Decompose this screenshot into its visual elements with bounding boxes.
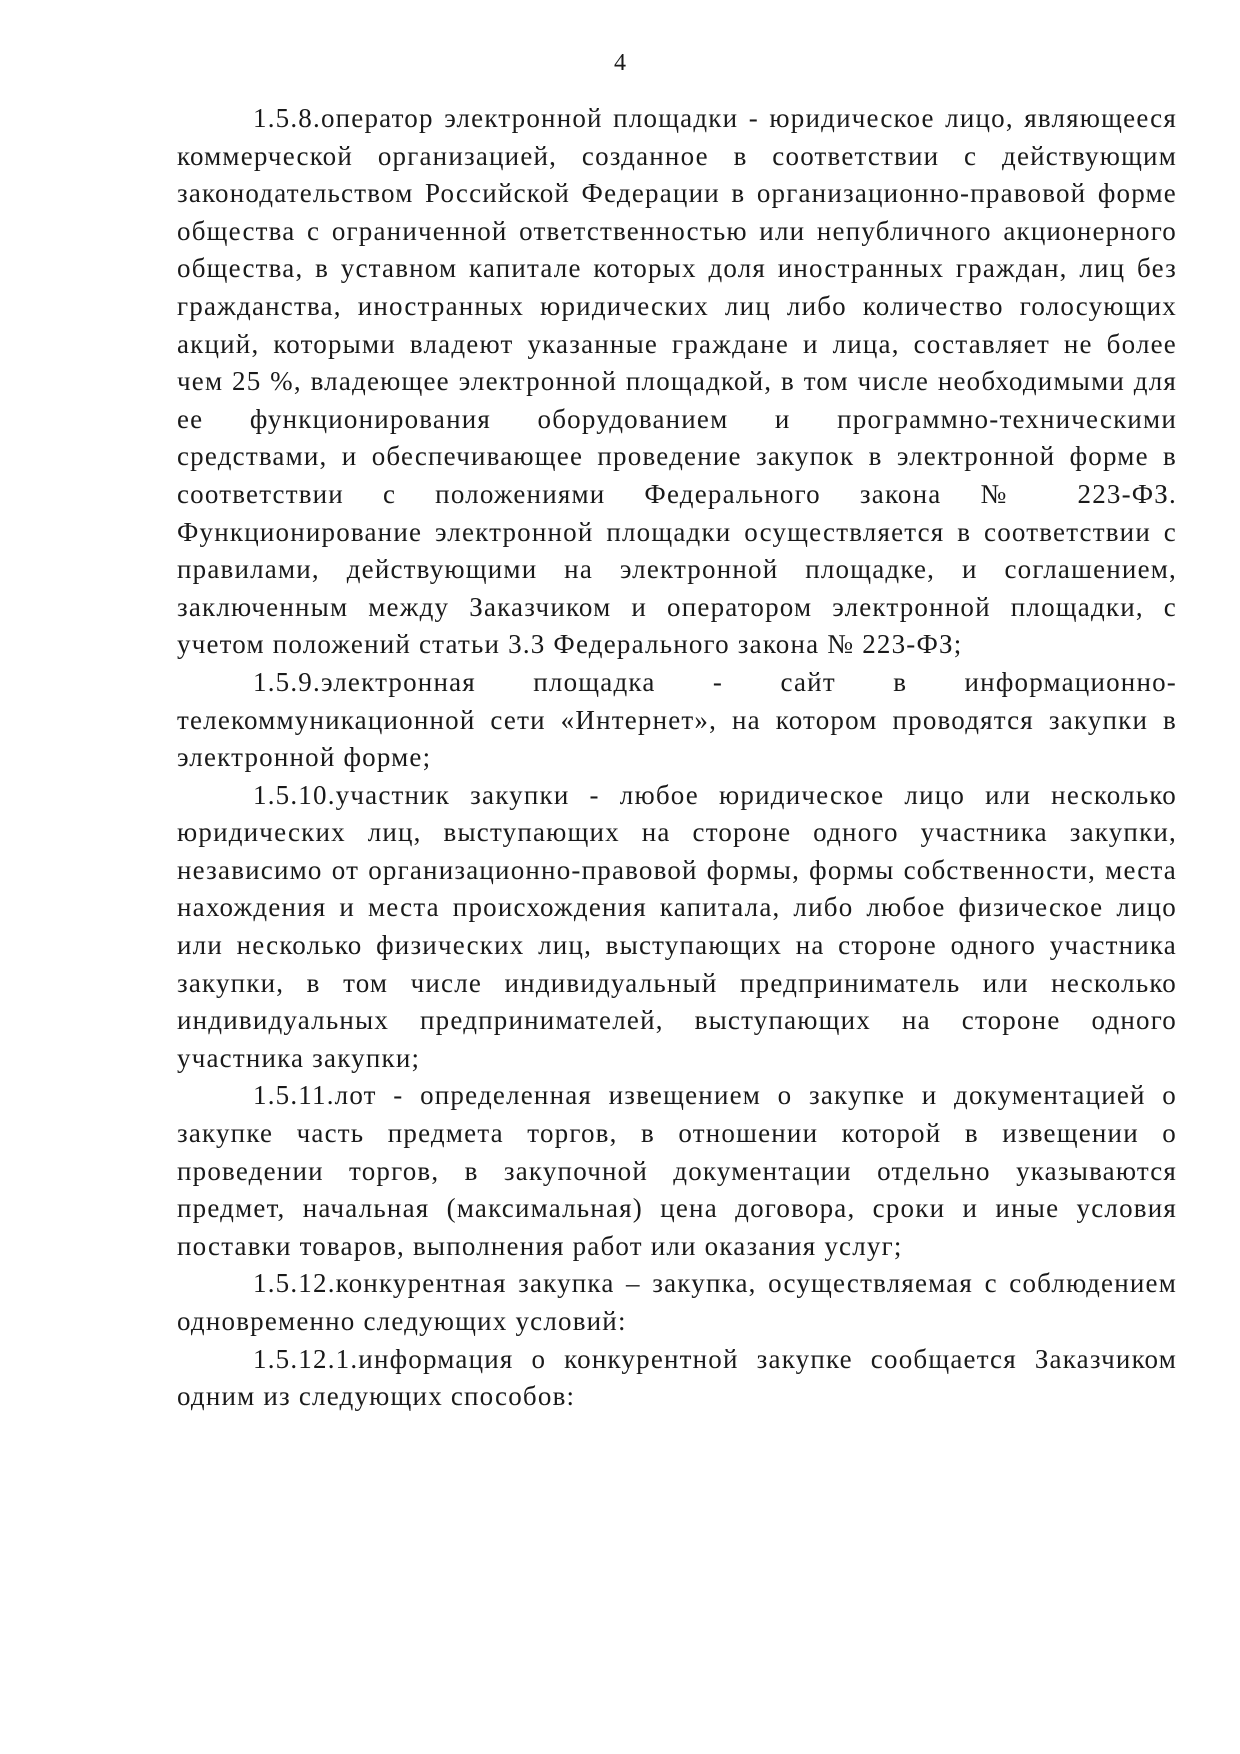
paragraph-lot: 1.5.11.лот - определенная извещением о закупке и документацией о закупке часть предмета торгов, в отношении которой в извещении о проведении торгов, в закупочной документации отдельно указываются предмет, начальная (максимальная) цена договора, сроки и иные условия поставки товаров, выполнения работ или оказания услуг; bbox=[177, 1080, 1177, 1261]
paragraph-electronic-platform-operator: 1.5.8.оператор электронной площадки - юридическое лицо, являющееся коммерческой организацией, созданное в соответствии с действующим законодательством Российской Федерации в организационно-правовой форме общества с ограниченной ответственностью или непубличного акционерного общества, в уставном капитале которых доля иностранных граждан, лиц без гражданства, иностранных юридических лиц либо количество голосующих акций, которыми владеют указанные граждане и лица, составляет не более чем 25 %, владеющее электронной площадкой, в том числе необходимыми для ее функционирования оборудованием и программно-техническими средствами, и обеспечивающее проведение закупок в электронной форме в соответствии с положениями Федерального закона № 223-ФЗ. Функционирование электронной площадки осуществляется в соответствии с правилами, действующими на электронной площадке, и соглашением, заключенным между Заказчиком и оператором электронной площадки, с учетом положений статьи 3.3 Федерального закона № 223-ФЗ; bbox=[177, 103, 1177, 660]
paragraph-competitive-procurement: 1.5.12.конкурентная закупка – закупка, осуществляемая с соблюдением одновременно следующих условий: bbox=[177, 1268, 1177, 1336]
paragraph-electronic-platform: 1.5.9.электронная площадка - сайт в информационно-телекоммуникационной сети «Интернет», на котором проводятся закупки в электронной форме; bbox=[177, 666, 1177, 773]
paragraph-procurement-participant: 1.5.10.участник закупки - любое юридическое лицо или несколько юридических лиц, выступающих на стороне одного участника закупки, независимо от организационно-правовой формы, формы собственности, места нахождения и места происхождения капитала, либо любое физическое лицо или несколько физических лиц, выступающих на стороне одного участника закупки, в том числе индивидуальный предприниматель или несколько индивидуальных предпринимателей, выступающих на стороне одного участника закупки; bbox=[177, 779, 1177, 1073]
page-number: 4 bbox=[614, 50, 626, 76]
paragraph-competitive-procurement-info: 1.5.12.1.информация о конкурентной закупке сообщается Заказчиком одним из следующих способов: bbox=[177, 1343, 1177, 1412]
document-body bbox=[177, 100, 1177, 1416]
